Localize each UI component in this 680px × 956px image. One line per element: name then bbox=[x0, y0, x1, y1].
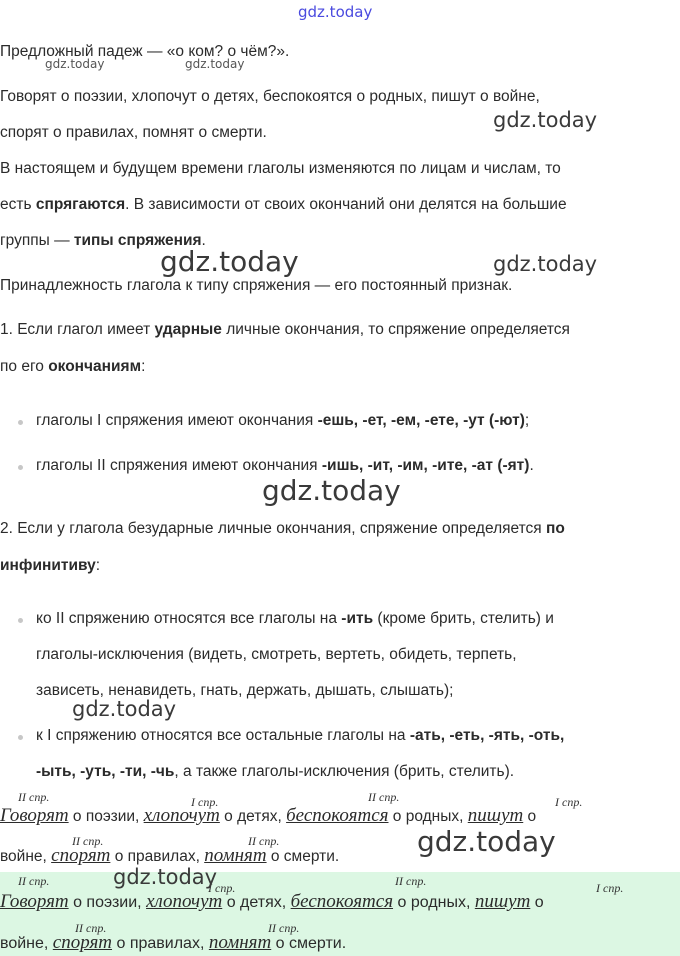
term-bold: типы спряжения bbox=[73, 232, 202, 249]
conjugation-mark: II спр. bbox=[368, 790, 400, 804]
verb: помнят bbox=[204, 845, 267, 866]
conjugation-mark: II спр. bbox=[18, 790, 50, 804]
example-line: Говорят о поэзии, хлопочут о детях, беспокоятся о родных, пишут о войне, bbox=[0, 88, 540, 105]
conjugation-mark: I спр. bbox=[596, 881, 624, 895]
rule-line: по его окончаниям: bbox=[0, 358, 146, 375]
list-item-continued: -ыть, -уть, -ти, -чь, а также глаголы-исключения (брить, стелить). bbox=[36, 763, 515, 780]
watermark: gdz.today bbox=[493, 252, 598, 276]
list-item: ко II спряжению относятся все глаголы на -ить (кроме брить, стелить) и bbox=[36, 610, 554, 627]
verb: помнят bbox=[208, 932, 272, 953]
rule-line: 2. Если у глагола безударные личные окончания, спряжение определяется по bbox=[0, 520, 565, 537]
watermark: gdz.today bbox=[185, 57, 245, 71]
term-bold: спрягаются bbox=[35, 196, 126, 213]
watermark: gdz.today bbox=[72, 697, 177, 721]
verb: беспокоятся bbox=[290, 891, 394, 912]
conjugation-mark: II спр. bbox=[268, 921, 300, 935]
watermark: gdz.today bbox=[45, 57, 105, 71]
paragraph-line: есть спрягаются. В зависимости от своих окончаний они делятся на большие bbox=[0, 196, 567, 213]
verb: хлопочут bbox=[143, 805, 220, 826]
watermark: gdz.today bbox=[493, 108, 598, 132]
watermark: gdz.today bbox=[417, 825, 556, 858]
conjugation-mark: II спр. bbox=[75, 921, 107, 935]
conjugation-mark: II спр. bbox=[18, 874, 50, 888]
watermark: gdz.today bbox=[262, 474, 401, 507]
bullet-icon bbox=[18, 735, 23, 740]
section-heading: Предложный падеж — «о ком? о чём?». bbox=[0, 43, 290, 60]
list-item-continued: глаголы-исключения (видеть, смотреть, вертеть, обидеть, терпеть, bbox=[36, 646, 517, 663]
term-bold: по bbox=[546, 520, 565, 537]
term-bold: инфинитиву bbox=[0, 557, 96, 574]
verb: пишут bbox=[474, 891, 531, 912]
list-item: к I спряжению относятся все остальные глаголы на -ать, -еть, -ять, -оть, bbox=[36, 727, 565, 744]
list-item: глаголы II спряжения имеют окончания -ишь, -ит, -им, -ите, -ат (-ят). bbox=[36, 457, 534, 474]
verb: спорят bbox=[52, 932, 113, 953]
conjugation-mark: I спр. bbox=[208, 881, 236, 895]
answer-line: войне, спорят о правилах, помнят о смерти. bbox=[0, 845, 340, 866]
bullet-icon bbox=[18, 465, 23, 470]
conjugation-mark: I спр. bbox=[555, 795, 583, 809]
watermark: gdz.today bbox=[298, 3, 373, 21]
verb: Говорят bbox=[0, 891, 69, 912]
answer-line: Говорят о поэзии, хлопочут о детях, беспокоятся о родных, пишут о bbox=[0, 805, 537, 826]
list-item-continued: зависеть, ненавидеть, гнать, держать, дышать, слышать); bbox=[36, 682, 454, 699]
term-bold: ударные bbox=[154, 321, 222, 338]
paragraph-line: группы — типы спряжения. bbox=[0, 232, 206, 249]
rule-line: 1. Если глагол имеет ударные личные окончания, то спряжение определяется bbox=[0, 321, 570, 338]
conjugation-mark: II спр. bbox=[72, 834, 104, 848]
answer-line: Говорят о поэзии, хлопочут о детях, беспокоятся о родных, пишут о bbox=[0, 891, 544, 912]
conjugation-mark: I спр. bbox=[191, 795, 219, 809]
list-item: глаголы I спряжения имеют окончания -ешь, -ет, -ем, -ете, -ут (-ют); bbox=[36, 412, 530, 429]
bullet-icon bbox=[18, 618, 23, 623]
verb: пишут bbox=[467, 805, 524, 826]
conjugation-mark: II спр. bbox=[248, 834, 280, 848]
conjugation-mark: II спр. bbox=[395, 874, 427, 888]
bullet-icon bbox=[18, 420, 23, 425]
answer-line: войне, спорят о правилах, помнят о смерти. bbox=[0, 932, 347, 953]
verb: Говорят bbox=[0, 805, 69, 826]
verb: беспокоятся bbox=[286, 805, 389, 826]
watermark: gdz.today bbox=[113, 865, 218, 889]
rule-line: инфинитиву: bbox=[0, 557, 101, 574]
example-line: спорят о правилах, помнят о смерти. bbox=[0, 124, 267, 141]
verb: спорят bbox=[51, 845, 111, 866]
term-bold: окончаниям bbox=[48, 358, 142, 375]
verb: хлопочут bbox=[146, 891, 223, 912]
watermark: gdz.today bbox=[160, 245, 299, 278]
paragraph-line: Принадлежность глагола к типу спряжения — его постоянный признак. bbox=[0, 277, 513, 294]
paragraph-line: В настоящем и будущем времени глаголы изменяются по лицам и числам, то bbox=[0, 160, 561, 177]
